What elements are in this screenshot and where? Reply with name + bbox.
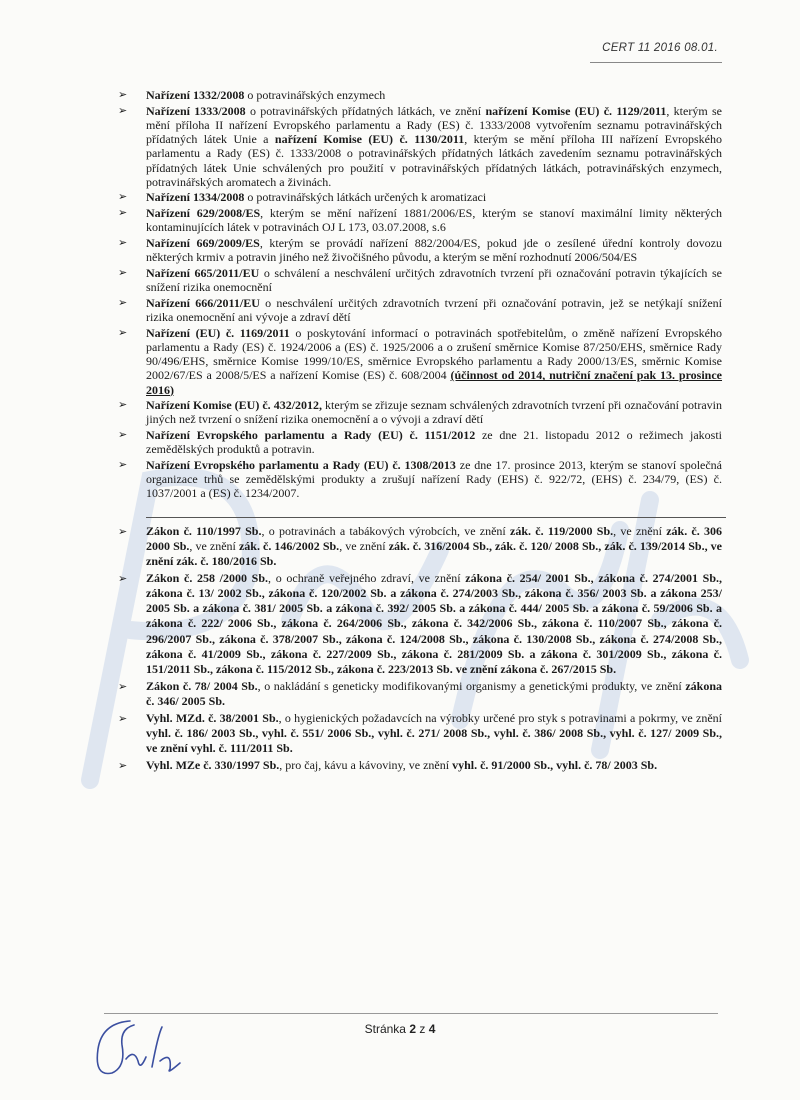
item-text: ze dne 17. prosince 2013, kterým se stanoví společná organizace trhů se zemědělskými produkty a zrušují nařízení Rady (EHS) č. 922/72, (EHS) č. 234/79, (ES) č. 1037/2001 a (ES) č. 1234/2007. — [146, 458, 723, 501]
list-item — [118, 524, 722, 570]
legal-reference: Zákon č. 110/1997 Sb. — [146, 523, 262, 538]
legal-reference: (účinnost od 2014, nutriční značení pak 13. prosince 2016) — [146, 368, 723, 397]
legal-reference: zák. č. 306 2000 Sb. — [146, 523, 723, 553]
item-text: o schválení a neschválení určitých zdravotních tvrzení při označování potravin týkajících se snížení rizika onemocnění — [146, 265, 722, 295]
laws-list — [118, 524, 722, 773]
document-body — [118, 88, 722, 774]
item-text: , pro čaj, kávu a kávoviny, ve znění — [279, 757, 453, 772]
legal-reference: Nařízení Komise (EU) č. 432/2012, — [146, 398, 323, 413]
legal-reference: Zákon č. 258 /2000 Sb. — [146, 570, 269, 585]
legal-reference: Nařízení Evropského parlamentu a Rady (EU) č. 1308/2013 — [146, 458, 456, 473]
legal-reference: Vyhl. MZd. č. 38/2001 Sb. — [146, 710, 279, 725]
legal-reference: nařízení Komise (EU) č. 1130/2011 — [274, 132, 465, 147]
legal-reference: Nařízení (EU) č. 1169/2011 — [146, 325, 290, 340]
item-text: , ve znění — [339, 538, 389, 553]
item-text: o potravinářských látkách určených k aromatizaci — [244, 190, 487, 205]
list-item — [118, 326, 722, 397]
list-item — [118, 296, 722, 324]
legal-reference: Zákon č. 78/ 2004 Sb. — [146, 678, 258, 693]
regulations-list — [118, 88, 722, 501]
item-text: , kterým se mění příloha III nařízení Evropského parlamentu a Rady (ES) č. 1333/2008 o potravinářských přídatných látkách zavedením seznamu potravinářských přídatných látek Unie schválených pro použití v potravinářských přídatných látkách, potravinářských enzymech, potravinářských aromatech a živinách. — [146, 132, 722, 189]
item-text: , kterým se mění nařízení 1881/2006/ES, kterým se stanoví maximální limity některých kontaminujících látek v potravinách OJ L 173, 03.07.2008, s.6 — [146, 206, 722, 235]
legal-reference: Nařízení Evropského parlamentu a Rady (EU) č. 1151/2012 — [146, 428, 476, 443]
item-text: , o nakládání s geneticky modifikovanými organismy a genetickými produkty, ve znění — [257, 678, 686, 693]
list-item — [118, 88, 722, 102]
list-item — [118, 104, 722, 189]
list-item — [118, 190, 722, 204]
list-item — [118, 266, 722, 294]
legal-reference: Nařízení 665/2011/EU — [146, 265, 260, 280]
list-item — [118, 571, 722, 677]
item-text: o potravinářských enzymech — [244, 88, 386, 102]
item-text: , kterým se mění příloha II nařízení Evropského parlamentu a Rady (ES) č. 1333/2008 vytvořením seznamu potravinářských přídatných látek Unie a — [146, 103, 722, 147]
handwritten-signature — [82, 1015, 192, 1087]
section-divider — [146, 517, 726, 518]
list-item — [118, 428, 722, 456]
legal-reference: zák. č. 316/2004 Sb., zák. č. 120/ 2008 Sb., zák. č. 139/2014 Sb., ve znění zák. č. 180/2016 Sb. — [146, 538, 722, 569]
legal-reference: Nařízení 629/2008/ES — [146, 206, 261, 221]
item-text: o neschválení určitých zdravotních tvrzení při označování potravin, jež se netýkají snížení rizika onemocnění ani vývoje a zdraví dětí — [146, 295, 722, 325]
legal-reference: Nařízení 1334/2008 — [146, 190, 245, 205]
header-rule — [590, 62, 722, 63]
legal-reference: Vyhl. MZe č. 330/1997 Sb. — [146, 757, 280, 772]
item-text: , ve znění — [613, 523, 667, 538]
item-text: kterým se zřizuje seznam schválených zdravotních tvrzení při označování potravin jiných než tvrzení o snížení rizika onemocnění a o vývoji a zdraví dětí — [146, 398, 723, 427]
item-text: ze dne 21. listopadu 2012 o režimech jakosti zemědělských produktů a potravin. — [146, 428, 722, 457]
page-separator: z — [416, 1022, 429, 1036]
item-text: , o hygienických požadavcích na výrobky určené pro styk s potravinami a pokrmy, ve znění — [278, 710, 722, 725]
list-item — [118, 236, 722, 264]
list-item — [118, 711, 722, 757]
legal-reference: Nařízení 1332/2008 — [146, 88, 245, 102]
item-text: , o potravinách a tabákových výrobcích, ve znění — [261, 523, 511, 538]
legal-reference: Nařízení 1333/2008 — [146, 103, 246, 118]
list-item — [118, 398, 722, 426]
page-total: 4 — [428, 1022, 436, 1036]
page-prefix: Stránka — [364, 1022, 410, 1036]
footer-rule — [104, 1013, 718, 1014]
legal-reference: Nařízení 669/2009/ES — [146, 236, 260, 251]
legal-reference: zákona č. 346/ 2005 Sb. — [146, 678, 722, 708]
list-item — [118, 758, 722, 773]
item-text: , ve znění — [189, 538, 239, 553]
page-current: 2 — [409, 1022, 417, 1036]
legal-reference: Nařízení 666/2011/EU — [146, 295, 260, 310]
item-text: , kterým se provádí nařízení 882/2004/ES, pokud jde o zesílené úřední kontroly dovozu některých krmiv a potravin jiného než živočišného původu, a kterým se mění rozhodnutí 2006/504/ES — [146, 236, 722, 265]
legal-reference: zák. č. 119/2000 Sb. — [510, 523, 614, 538]
legal-reference: vyhl. č. 91/2000 Sb., vyhl. č. 78/ 2003 Sb. — [452, 757, 658, 772]
item-text: o potravinářských přídatných látkách, ve znění — [245, 103, 486, 118]
list-item — [118, 206, 722, 234]
item-text: o poskytování informací o potravinách spotřebitelům, o změně nařízení Evropského parlamentu a Rady (ES) č. 1924/2006 a (ES) č. 1925/2006 a o zrušení směrnice Komise 87/250/EHS, směrnice Rady 90/496/EHS, směrnice Komise 1999/10/ES, směrnice Evropského parlamentu a Rady 2000/13/ES, směrnic Komise 2002/67/ES a 2008/5/ES a nařízení Komise (ES) č. 608/2004 — [146, 325, 723, 383]
legal-reference: nařízení Komise (EU) č. 1129/2011 — [485, 103, 667, 118]
list-item — [118, 679, 722, 709]
list-item — [118, 458, 722, 501]
document-reference: CERT 11 2016 08.01. — [602, 42, 718, 54]
item-text: , o ochraně veřejného zdraví, ve znění — [268, 570, 466, 585]
legal-reference: vyhl. č. 186/ 2003 Sb., vyhl. č. 551/ 2006 Sb., vyhl. č. 271/ 2008 Sb., vyhl. č. 386/ 2008 Sb., vyhl. č. 127/ 2009 Sb., ve znění vyhl. č. 111/2011 Sb. — [146, 725, 722, 756]
legal-reference: zákona č. 254/ 2001 Sb., zákona č. 274/2001 Sb., zákona č. 13/ 2002 Sb., zákona č. 120/2002 Sb. a zákona č. 274/2003 Sb., zákona č. 356/ 2003 Sb. a zákona 253/ 2005 Sb. a zákona č. 381/ 2005 Sb. a zákona č. 392/ 2005 Sb. a zákona č. 444/ 2005 Sb. a zákona č. 59/2006 Sb. a zákona č. 222/ 2006 Sb., zákona č. 264/2006 Sb., zákona č. 342/2006 Sb., zákona č. 110/2007 Sb., zákona č. 296/2007 Sb., zákona č. 378/2007 Sb., zákona č. 124/2008 Sb., zákona č. 130/2008 Sb., zákona č. 274/2008 Sb., zákona č. 41/2009 Sb., zákona č. 227/2009 Sb., zákona č. 281/2009 Sb. a zákona č. 301/2009 Sb., zákona č. 151/2011 Sb., zákona č. 115/2012 Sb., zákona č. 223/2013 Sb. ve znění zákona č. 267/2015 Sb. — [146, 570, 723, 677]
legal-reference: zák. č. 146/2002 Sb. — [238, 538, 340, 553]
